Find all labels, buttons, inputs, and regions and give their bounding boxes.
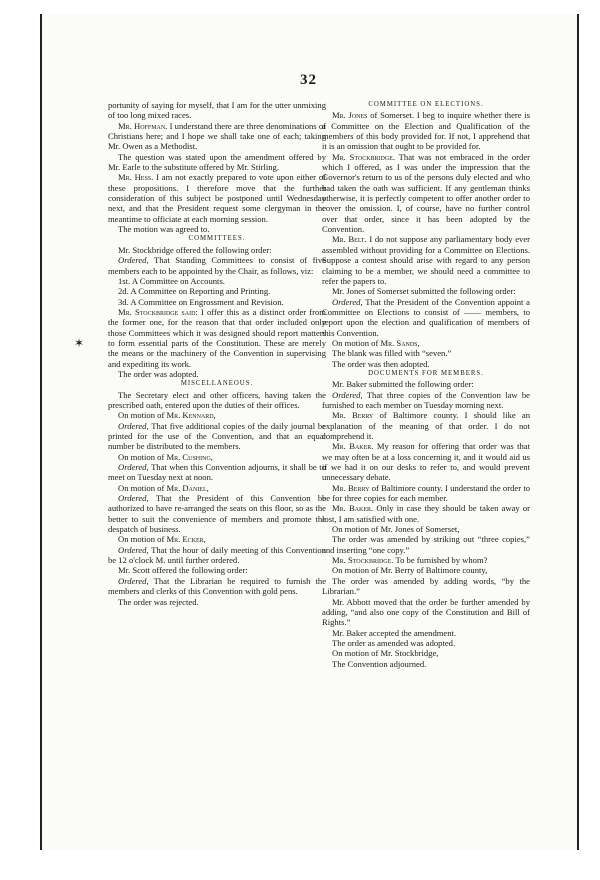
speaker: Mr. Baker. [332,441,374,452]
speech: I am not exactly prepared to vote upon either of these propositions. I therefore move that the further consideration of this subject be postponed until Wednesday next, and that the President request some clergyman in the meantime to officiate at each morning session. [108,172,326,224]
paragraph: The Secretary elect and other officers, having taken the prescribed oath, entered upon the duties of their offices. [108,389,326,410]
order-text: That the President of the Convention appoint a Committee on Elections to consist of —— members, to report upon the election and qualification of members of this Convention. [322,296,530,338]
speaker: Mr. Baker. [332,503,374,514]
paragraph [108,462,326,483]
ordered-lead: Ordered, [118,420,149,431]
section-heading-documents: DOCUMENTS FOR MEMBERS. [368,369,484,377]
speaker: Mr. Stockbridge. [332,555,394,566]
margin-mark-icon: ✶ [74,336,85,350]
paragraph: Mr. Baker accepted the amendment. [332,627,457,638]
paragraph [108,121,326,152]
paragraph: On motion of Mr. Berry of Baltimore county, [332,565,488,576]
order-text: That the Librarian be required to furnish the members and clerks of this Convention with gold pens. [108,575,327,597]
order-text: That the hour of daily meeting of this Convention be 12 o'clock M. until further ordered. [108,544,327,566]
left-column [108,100,326,607]
speech: I understand there are three denominations of Christians here; and I hope we shall take one of each; taking Mr. Owen as a Methodist. [108,120,327,152]
order-text: That when this Convention adjourns, it shall be to meet on Tuesday next at noon. [108,462,326,483]
ordered-lead: Ordered, [332,389,363,400]
paragraph: The Convention adjourned. [332,658,427,669]
paragraph [108,410,326,420]
paragraph [322,483,530,504]
speaker: Mr. Belt. [332,234,367,245]
speaker: Mr. Cushing, [166,451,213,462]
paragraph: 2d. A Committee on Reporting and Printing. [118,286,271,297]
paragraph: The question was stated upon the amendment offered by Mr. Earle to the substitute offered by Mr. Stirling. [108,151,326,173]
ordered-lead: Ordered, [332,296,363,307]
speaker: Mr. Daniel, [166,482,209,493]
speaker: Mr. Sands, [380,337,420,348]
speaker: Mr. Berry [332,410,374,421]
paragraph: The order was adopted. [118,368,199,379]
paragraph: The order was amended by adding words, “by the Librarian.” [322,575,530,597]
paragraph: The order was amended by striking out “three copies,” and inserting “one copy.” [322,534,530,555]
paragraph [322,441,530,482]
paragraph: Mr. Stockbridge offered the following order: [118,244,272,255]
ordered-lead: Ordered, [118,255,149,266]
speech: I offer this as a distinct order from the former one, for the reason that that order included only those Committees which it was designed should report matters to form essential parts of the Constitution. These are merely the means or the machinery of the Convention in supervising and expediting its work. [108,306,326,369]
paragraph [108,545,326,566]
paragraph: Mr. Scott offered the following order: [118,565,248,576]
ordered-lead: Ordered, [118,575,149,586]
paragraph: The order as amended was adopted. [332,637,456,648]
order-text: That Standing Committees to consist of five members each to be appointed by the Chair, as follows, viz: [108,255,326,276]
speech: of Baltimore county. I understand the order to be for three copies for each member. [322,482,531,504]
paragraph: Mr. Baker submitted the following order: [332,379,474,390]
paragraph: On motion of Mr. Stockbridge, [332,648,439,659]
order-text: That the President of this Convention be authorized to have re-arranged the seats on this floor, so as the better to suit the convenience of members and promote the despatch of business. [108,493,326,535]
paragraph: 1st. A Committee on Accounts. [118,275,225,286]
speaker: Mr. Jones [332,110,368,121]
right-column [322,100,530,669]
paragraph [322,410,530,441]
paragraph [108,493,326,534]
speech: I do not suppose any parliamentary body ever assembled without providing for a Committee on Elections. Suppose a contest should arise with regard to any person claiming to be a member, we should need a committee to refer the papers to. [322,234,531,286]
speaker: Mr. Ecker, [166,534,206,545]
page-number: 32 [300,72,317,88]
paragraph: Mr. Jones of Somerset submitted the following order: [332,286,516,297]
motion-lead: On motion of [118,451,165,462]
paragraph [322,338,530,348]
paragraph [322,234,530,286]
ordered-lead: Ordered, [118,493,149,504]
paragraph [108,255,326,276]
speaker: Mr. Kennard, [166,410,216,421]
section-heading-miscellaneous: MISCELLANEOUS. [180,380,254,388]
speaker: Mr. Berry [332,482,370,493]
speaker: Mr. Stockbridge said: [118,306,198,317]
speech: of Baltimore county. I should like an explanation of the meaning of that order. I do not comprehend it. [322,410,530,441]
ordered-lead: Ordered, [118,544,149,555]
motion-lead: On motion of [118,534,165,545]
paragraph [322,503,530,524]
paragraph: Mr. Abbott moved that the order be further amended by adding, “and also one copy of the Constitution and Bill of Rights.” [322,596,530,628]
paragraph: portunity of saying for myself, that I am for the utter unmixing of too long mixed races. [108,100,326,121]
section-heading-elections: COMMITTEE ON ELECTIONS. [368,101,484,108]
speech: My reason for offering that order was that we may often be at a loss concerning it, and it would aid us if we had it on our desks to refer to, and would prevent unnecessary debate. [322,441,531,483]
paragraph [108,452,326,462]
paragraph [322,110,530,151]
paragraph: The order was rejected. [118,596,199,607]
paragraph [322,555,530,565]
order-text: That three copies of the Convention law be furnished to each member on Tuesday morning next. [322,389,530,410]
section-heading-committees: COMMITTEES. [188,235,246,243]
paragraph [322,390,530,411]
paragraph [322,297,530,338]
paragraph: On motion of Mr. Jones of Somerset, [332,524,460,535]
speech: That was not embraced in the order which I offered, as I was under the impression that the Governor's return to us of the persons duly elected and who had taken the oath was sufficient. If any gentleman thinks otherwise, it is perfectly competent to offer another order to cover the omission. I, of course, have no further control over that order, since it has been adopted by the Convention. [322,151,530,235]
motion-lead: On motion of [118,482,165,493]
speaker: Mr. Stockbridge. [332,151,396,162]
paragraph: The motion was agreed to. [118,224,210,235]
paragraph [108,421,326,452]
paragraph [108,576,326,597]
paragraph [108,307,326,369]
paragraph [108,172,326,224]
order-text: That five additional copies of the daily journal be printed for the use of the Convention, and that an equal number be distributed to the members. [108,420,326,452]
speaker: Mr. Hess. [118,172,154,183]
paragraph: 3d. A Committee on Engrossment and Revision. [118,296,284,307]
motion-lead: On motion of [118,410,165,421]
paragraph: The blank was filled with “seven.” [332,348,452,359]
paragraph [108,534,326,544]
speech: To be furnished by whom? [395,555,488,566]
ordered-lead: Ordered, [118,462,149,473]
speaker: Mr. Hoffman. [118,120,168,131]
paragraph [108,483,326,493]
paragraph: The order was then adopted. [332,358,430,369]
speech: of Somerset. I beg to inquire whether there is a Committee on the Election and Qualification of the members of this body provided for. If not, I apprehend that it is an omission that ought to be provided for. [322,110,531,152]
motion-lead: On motion of [332,337,379,348]
speech: Only in case they should be taken away or lost, I am satisfied with one. [322,503,531,524]
paragraph [322,152,530,235]
